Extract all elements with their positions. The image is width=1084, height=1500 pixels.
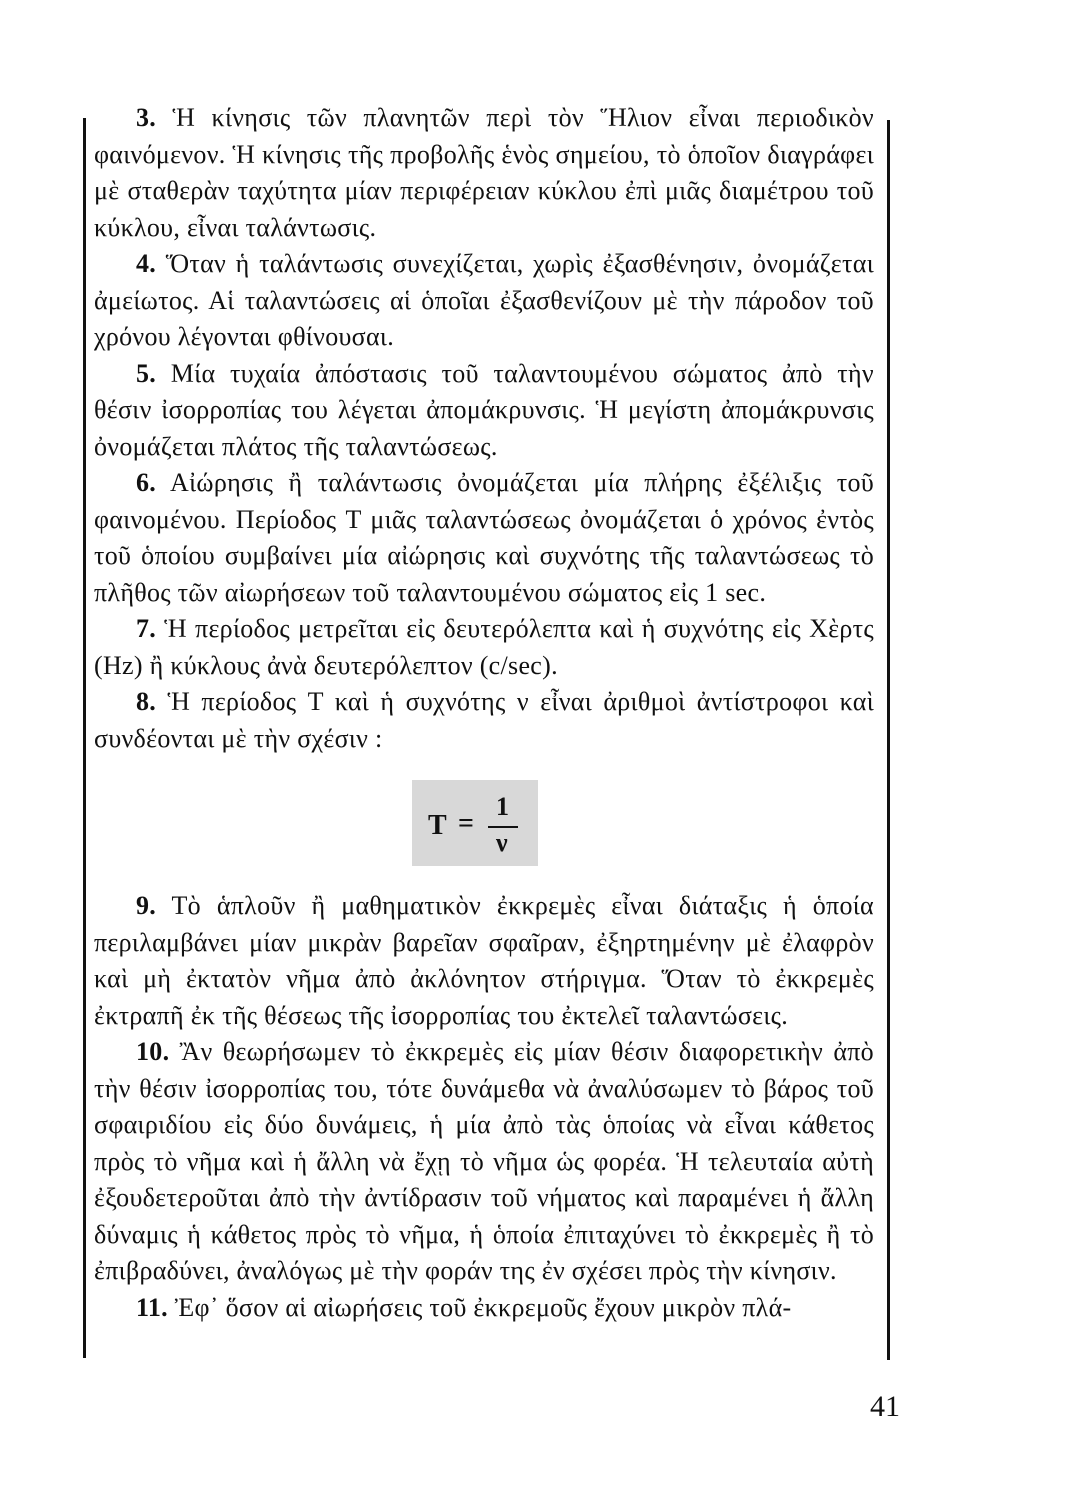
paragraph-number: 8. [136, 687, 157, 716]
paragraph-text: Ἂν θεωρήσωμεν τὸ ἐκκρεμὲς εἰς μίαν θέσιν διαφορετικὴν ἀπὸ τὴν θέσιν ἰσορροπίας του, τότε δυνάμεθα νὰ ἀναλύσωμεν τὸ βάρος τοῦ σφαιριδίου εἰς δύο δυνάμεις, ἡ μία ἀπὸ τὰς ὁποίας νὰ εἶναι κάθετος πρὸς τὸ νῆμα καὶ ἡ ἄλλη νὰ ἔχῃ τὸ νῆμα ὡς φορέα. Ἡ τελευταία αὐτὴ ἐξουδετεροῦται ἀπὸ τὴν ἀντίδρασιν τοῦ νήματος καὶ παραμένει ἡ ἄλλη δύναμις ἡ κάθετος πρὸς τὸ νῆμα, ἡ ὁποία ἐπιταχύνει τὸ ἐκκρεμὲς ἢ τὸ ἐπιβραδύνει, ἀναλόγως μὲ τὴν φοράν της ἐν σχέσει πρὸς τὴν κίνησιν. [94, 1037, 874, 1285]
formula-denominator: ν [496, 828, 508, 857]
paragraph-number: 11. [136, 1292, 168, 1322]
paragraph-text: Ὅταν ἡ ταλάντωσις συνεχίζεται, χωρὶς ἐξασθένησιν, ὀνομάζεται ἀμείωτος. Αἱ ταλαντώσεις αἱ ὁποῖαι ἐξασθενίζουν μὲ τὴν πάροδον τοῦ χρόνου λέγονται φθίνουσαι. [94, 249, 874, 351]
paragraph-text: Ἡ περίοδος μετρεῖται εἰς δευτερόλεπτα καὶ ἡ συχνότης εἰς Χὲρτς (Hz) ἢ κύκλους ἀνὰ δευτερόλεπτον (c/sec). [94, 614, 875, 680]
formula-equals: = [458, 808, 474, 839]
paragraph-3 [94, 100, 874, 246]
paragraph-number: 7. [136, 614, 157, 643]
paragraph-number: 3. [136, 103, 157, 132]
paragraph-7 [94, 611, 874, 684]
paragraph-number: 6. [136, 468, 157, 497]
right-margin-rule [887, 120, 890, 1360]
paragraph-11 [94, 1290, 874, 1327]
paragraph-text: Αἰώρησις ἢ ταλάντωσις ὀνομάζεται μία πλήρης ἐξέλιξις τοῦ φαινομένου. Περίοδος T μιᾶς ταλαντώσεως ὀνομάζεται ὁ χρόνος ἐντὸς τοῦ ὁποίου συμβαίνει μία αἰώρησις καὶ συχνότης τῆς ταλαντώσεως τὸ πλῆθος τῶν αἰωρήσεων τοῦ ταλαντουμένου σώματος εἰς 1 sec. [94, 468, 874, 607]
paragraph-4 [94, 246, 874, 356]
left-margin-rule [83, 118, 86, 1358]
formula-numerator: 1 [496, 792, 509, 821]
period-frequency-formula [412, 780, 538, 866]
paragraph-text: Ἡ περίοδος T καὶ ἡ συχνότης ν εἶναι ἀριθμοὶ ἀντίστροφοι καὶ συνδέονται μὲ τὴν σχέσιν : [94, 687, 874, 753]
paragraph-text: Τὸ ἁπλοῦν ἢ μαθηματικὸν ἐκκρεμὲς εἶναι διάταξις ἡ ὁποία περιλαμβάνει μίαν μικρὰν βαρεῖαν σφαῖραν, ἐξηρτημένην μὲ ἐλαφρὸν καὶ μὴ ἐκτατὸν νῆμα ἀπὸ ἀκλόνητον στήριγμα. Ὅταν τὸ ἐκκρεμὲς ἐκτραπῆ ἐκ τῆς θέσεως τῆς ἰσορροπίας του ἐκτελεῖ ταλαντώσεις. [94, 891, 874, 1030]
page-number: 41 [870, 1390, 900, 1423]
paragraph-number: 5. [136, 358, 157, 388]
formula-lhs: T [428, 810, 447, 841]
paragraph-number: 10. [136, 1037, 170, 1066]
paragraph-10 [94, 1034, 874, 1290]
paragraph-number: 9. [136, 891, 157, 920]
paragraph-9 [94, 888, 874, 1034]
paragraph-8 [94, 684, 874, 757]
paragraph-text: Ἡ κίνησις τῶν πλανητῶν περὶ τὸν Ἥλιον εἶναι περιοδικὸν φαινόμενον. Ἡ κίνησις τῆς προβολῆς ἑνὸς σημείου, τὸ ὁποῖον διαγράφει μὲ σταθερὰν ταχύτητα μίαν περιφέρειαν κύκλου ἐπὶ μιᾶς διαμέτρου τοῦ κύκλου, εἶναι ταλάντωσις. [94, 103, 874, 242]
paragraph-5 [94, 356, 874, 466]
paragraph-text: Μία τυχαία ἀπόστασις τοῦ ταλαντουμένου σώματος ἀπὸ τὴν θέσιν ἰσορροπίας του λέγεται ἀπομάκρυνσις. Ἡ μεγίστη ἀπομάκρυνσις ὀνομάζεται πλάτος τῆς ταλαντώσεως. [94, 358, 874, 461]
page-body [94, 100, 874, 1326]
paragraph-text: Ἐφ᾽ ὅσον αἱ αἰωρήσεις τοῦ ἐκκρεμοῦς ἔχουν μικρὸν πλά- [174, 1292, 792, 1322]
paragraph-6 [94, 465, 874, 611]
paragraph-number: 4. [136, 249, 157, 278]
